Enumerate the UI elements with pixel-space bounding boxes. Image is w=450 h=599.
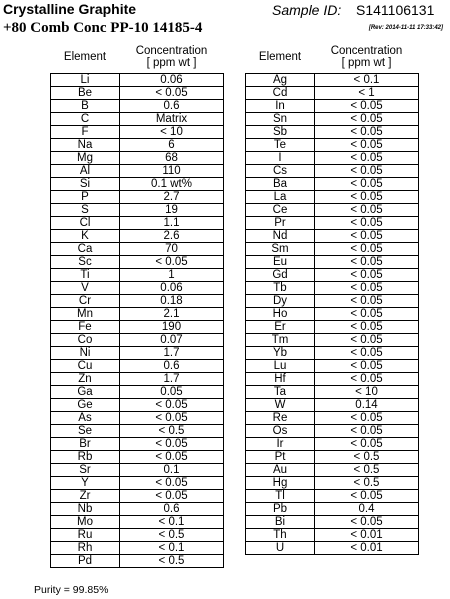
concentration-table-left <box>50 42 224 568</box>
element-cell: Mn <box>51 308 120 321</box>
concentration-cell: < 0.05 <box>120 412 224 425</box>
table-row <box>246 113 419 126</box>
table-row <box>246 399 419 412</box>
element-cell: Ga <box>51 386 120 399</box>
concentration-cell: < 0.5 <box>315 464 419 477</box>
table-row <box>246 347 419 360</box>
concentration-cell: < 0.1 <box>315 74 419 87</box>
table-row <box>51 87 224 100</box>
element-cell: Hg <box>246 477 315 490</box>
concentration-cell: < 0.05 <box>315 308 419 321</box>
concentration-cell: < 0.05 <box>120 399 224 412</box>
element-cell: B <box>51 100 120 113</box>
table-row <box>246 334 419 347</box>
table-row <box>51 542 224 555</box>
concentration-cell: < 0.05 <box>315 204 419 217</box>
concentration-cell: 0.06 <box>120 74 224 87</box>
table-row <box>246 165 419 178</box>
element-cell: Ho <box>246 308 315 321</box>
concentration-cell: < 0.05 <box>315 282 419 295</box>
element-header-label: Element <box>258 51 302 63</box>
table-row <box>246 438 419 451</box>
concentration-cell: < 0.05 <box>315 178 419 191</box>
table-row <box>246 256 419 269</box>
concentration-cell: < 10 <box>120 126 224 139</box>
concentration-cell: < 0.5 <box>120 555 224 568</box>
concentration-cell: 0.6 <box>120 100 224 113</box>
concentration-cell: < 0.05 <box>315 269 419 282</box>
table-row <box>51 217 224 230</box>
concentration-header-label: Concentration <box>330 45 403 57</box>
table-row <box>246 360 419 373</box>
element-cell: Zn <box>51 373 120 386</box>
table-row <box>51 113 224 126</box>
table-row <box>51 412 224 425</box>
concentration-cell: < 0.05 <box>120 256 224 269</box>
element-cell: Sb <box>246 126 315 139</box>
concentration-cell: < 10 <box>315 386 419 399</box>
table-row <box>51 464 224 477</box>
table-row <box>51 191 224 204</box>
purity-text: Purity = 99.85% <box>34 584 109 596</box>
concentration-cell: 1.1 <box>120 217 224 230</box>
table-row <box>51 555 224 568</box>
table-row <box>246 178 419 191</box>
concentration-cell: < 0.5 <box>315 477 419 490</box>
element-cell: Au <box>246 464 315 477</box>
concentration-cell: < 0.05 <box>315 230 419 243</box>
element-cell: Tl <box>246 490 315 503</box>
table-row <box>246 542 419 555</box>
element-cell: As <box>51 412 120 425</box>
table-header-row <box>51 42 224 74</box>
table-row <box>246 516 419 529</box>
element-cell: Pd <box>51 555 120 568</box>
table-row <box>246 412 419 425</box>
concentration-cell: < 0.05 <box>315 152 419 165</box>
concentration-cell: 0.07 <box>120 334 224 347</box>
concentration-cell: < 0.05 <box>120 438 224 451</box>
concentration-cell: 0.1 <box>120 464 224 477</box>
revision-stamp: [Rev: 2014-11-11 17:33:42] <box>368 25 443 31</box>
table-row <box>51 230 224 243</box>
table-row <box>51 321 224 334</box>
element-cell: Er <box>246 321 315 334</box>
concentration-cell: < 0.05 <box>315 425 419 438</box>
concentration-cell: < 0.05 <box>120 87 224 100</box>
table-row <box>51 308 224 321</box>
element-cell: V <box>51 282 120 295</box>
concentration-cell: < 0.5 <box>315 451 419 464</box>
element-cell: P <box>51 191 120 204</box>
element-cell: Tb <box>246 282 315 295</box>
element-cell: Ba <box>246 178 315 191</box>
report-title: Crystalline Graphite <box>3 1 137 17</box>
table-row <box>51 438 224 451</box>
table-row <box>246 243 419 256</box>
sample-id-label: Sample ID: <box>272 2 342 18</box>
concentration-cell: < 0.05 <box>315 516 419 529</box>
concentration-cell: 0.06 <box>120 282 224 295</box>
left-table-body <box>51 74 224 568</box>
table-header-row <box>246 42 419 74</box>
element-cell: Os <box>246 425 315 438</box>
table-row <box>51 516 224 529</box>
concentration-cell: < 0.05 <box>315 256 419 269</box>
table-row <box>51 373 224 386</box>
concentration-cell: 0.6 <box>120 360 224 373</box>
concentration-cell: 1.7 <box>120 347 224 360</box>
table-row <box>246 87 419 100</box>
concentration-cell: 1 <box>120 269 224 282</box>
table-row <box>246 204 419 217</box>
concentration-cell: < 0.05 <box>315 412 419 425</box>
concentration-cell: < 0.05 <box>120 477 224 490</box>
concentration-cell: 0.05 <box>120 386 224 399</box>
concentration-column-header <box>120 42 224 74</box>
element-cell: Rh <box>51 542 120 555</box>
table-row <box>246 191 419 204</box>
element-cell: Gd <box>246 269 315 282</box>
concentration-cell: 2.7 <box>120 191 224 204</box>
table-row <box>246 230 419 243</box>
element-cell: Na <box>51 139 120 152</box>
element-cell: Ni <box>51 347 120 360</box>
concentration-table-right <box>245 42 419 555</box>
concentration-cell: 110 <box>120 165 224 178</box>
table-row <box>246 386 419 399</box>
element-cell: Zr <box>51 490 120 503</box>
table-row <box>246 74 419 87</box>
table-row <box>246 425 419 438</box>
concentration-cell: < 0.1 <box>120 542 224 555</box>
element-cell: Y <box>51 477 120 490</box>
table-row <box>246 126 419 139</box>
element-cell: Yb <box>246 347 315 360</box>
element-cell: Nd <box>246 230 315 243</box>
unit-header-label: [ ppm wt ] <box>341 57 392 69</box>
element-cell: Cu <box>51 360 120 373</box>
element-cell: Cd <box>246 87 315 100</box>
element-cell: C <box>51 113 120 126</box>
concentration-cell: < 0.05 <box>315 217 419 230</box>
element-column-header <box>51 42 120 74</box>
concentration-column-header <box>315 42 419 74</box>
element-cell: La <box>246 191 315 204</box>
table-row <box>51 269 224 282</box>
table-row <box>246 217 419 230</box>
table-row <box>246 282 419 295</box>
concentration-cell: < 0.05 <box>315 360 419 373</box>
table-row <box>246 269 419 282</box>
table-row <box>51 503 224 516</box>
concentration-cell: < 0.01 <box>315 542 419 555</box>
element-cell: Hf <box>246 373 315 386</box>
element-cell: Li <box>51 74 120 87</box>
element-cell: Ir <box>246 438 315 451</box>
table-row <box>51 256 224 269</box>
concentration-cell: 2.6 <box>120 230 224 243</box>
table-row <box>51 399 224 412</box>
table-row <box>246 490 419 503</box>
element-cell: Re <box>246 412 315 425</box>
concentration-cell: Matrix <box>120 113 224 126</box>
concentration-cell: 0.4 <box>315 503 419 516</box>
report-subtitle: +80 Comb Conc PP-10 14185-4 <box>3 20 203 36</box>
table-row <box>51 243 224 256</box>
element-cell: Sm <box>246 243 315 256</box>
unit-header-label: [ ppm wt ] <box>146 57 197 69</box>
element-column-header <box>246 42 315 74</box>
element-cell: Co <box>51 334 120 347</box>
table-row <box>246 529 419 542</box>
element-cell: Ge <box>51 399 120 412</box>
concentration-cell: < 0.1 <box>120 516 224 529</box>
concentration-cell: < 0.05 <box>315 243 419 256</box>
element-cell: Br <box>51 438 120 451</box>
table-row <box>51 477 224 490</box>
concentration-cell: < 0.5 <box>120 425 224 438</box>
element-cell: I <box>246 152 315 165</box>
table-row <box>51 204 224 217</box>
table-row <box>51 282 224 295</box>
concentration-cell: 0.6 <box>120 503 224 516</box>
element-cell: In <box>246 100 315 113</box>
element-cell: K <box>51 230 120 243</box>
table-row <box>51 152 224 165</box>
right-table-body <box>246 74 419 555</box>
table-row <box>51 295 224 308</box>
element-cell: Fe <box>51 321 120 334</box>
element-cell: Sr <box>51 464 120 477</box>
table-row <box>51 178 224 191</box>
element-cell: S <box>51 204 120 217</box>
table-row <box>51 165 224 178</box>
concentration-cell: 68 <box>120 152 224 165</box>
element-cell: Nb <box>51 503 120 516</box>
element-cell: Mo <box>51 516 120 529</box>
table-row <box>51 347 224 360</box>
element-cell: W <box>246 399 315 412</box>
concentration-cell: 70 <box>120 243 224 256</box>
concentration-cell: < 1 <box>315 87 419 100</box>
element-cell: Se <box>51 425 120 438</box>
concentration-cell: 0.1 wt% <box>120 178 224 191</box>
concentration-cell: < 0.05 <box>315 191 419 204</box>
element-cell: Be <box>51 87 120 100</box>
table-row <box>51 490 224 503</box>
concentration-cell: 6 <box>120 139 224 152</box>
element-cell: Ce <box>246 204 315 217</box>
concentration-cell: 19 <box>120 204 224 217</box>
element-cell: Pr <box>246 217 315 230</box>
table-row <box>246 100 419 113</box>
table-row <box>51 74 224 87</box>
element-cell: Tm <box>246 334 315 347</box>
table-row <box>51 529 224 542</box>
table-row <box>246 464 419 477</box>
table-row <box>51 334 224 347</box>
concentration-cell: < 0.05 <box>120 490 224 503</box>
concentration-cell: 190 <box>120 321 224 334</box>
element-cell: Ta <box>246 386 315 399</box>
table-row <box>246 308 419 321</box>
table-row <box>246 321 419 334</box>
concentration-cell: < 0.05 <box>315 334 419 347</box>
table-row <box>51 386 224 399</box>
table-row <box>246 503 419 516</box>
element-header-label: Element <box>63 51 107 63</box>
element-cell: Ca <box>51 243 120 256</box>
element-cell: Ag <box>246 74 315 87</box>
table-row <box>51 425 224 438</box>
table-row <box>246 139 419 152</box>
element-cell: Pt <box>246 451 315 464</box>
element-cell: Ru <box>51 529 120 542</box>
concentration-cell: < 0.01 <box>315 529 419 542</box>
table-row <box>51 100 224 113</box>
concentration-header-label: Concentration <box>135 45 208 57</box>
sample-id-value: S141106131 <box>356 2 435 18</box>
concentration-cell: 2.1 <box>120 308 224 321</box>
concentration-cell: < 0.05 <box>315 373 419 386</box>
element-cell: Cr <box>51 295 120 308</box>
element-cell: Th <box>246 529 315 542</box>
concentration-cell: < 0.05 <box>120 451 224 464</box>
concentration-cell: < 0.05 <box>315 295 419 308</box>
table-row <box>246 477 419 490</box>
table-row <box>246 373 419 386</box>
element-cell: Lu <box>246 360 315 373</box>
element-cell: Rb <box>51 451 120 464</box>
concentration-cell: 1.7 <box>120 373 224 386</box>
element-cell: Pb <box>246 503 315 516</box>
element-cell: Al <box>51 165 120 178</box>
element-cell: F <box>51 126 120 139</box>
concentration-cell: < 0.05 <box>315 438 419 451</box>
concentration-cell: < 0.05 <box>315 126 419 139</box>
concentration-cell: 0.14 <box>315 399 419 412</box>
element-cell: U <box>246 542 315 555</box>
concentration-cell: < 0.05 <box>315 113 419 126</box>
concentration-cell: < 0.05 <box>315 321 419 334</box>
element-cell: Te <box>246 139 315 152</box>
concentration-cell: 0.18 <box>120 295 224 308</box>
table-row <box>51 360 224 373</box>
element-cell: Ti <box>51 269 120 282</box>
table-row <box>51 126 224 139</box>
element-cell: Si <box>51 178 120 191</box>
element-cell: Sc <box>51 256 120 269</box>
concentration-cell: < 0.5 <box>120 529 224 542</box>
element-cell: Mg <box>51 152 120 165</box>
table-row <box>246 451 419 464</box>
element-cell: Cl <box>51 217 120 230</box>
element-cell: Cs <box>246 165 315 178</box>
concentration-cell: < 0.05 <box>315 139 419 152</box>
concentration-cell: < 0.05 <box>315 165 419 178</box>
concentration-cell: < 0.05 <box>315 347 419 360</box>
table-row <box>246 295 419 308</box>
table-row <box>246 152 419 165</box>
table-row <box>51 451 224 464</box>
element-cell: Eu <box>246 256 315 269</box>
concentration-cell: < 0.05 <box>315 490 419 503</box>
element-cell: Bi <box>246 516 315 529</box>
table-row <box>51 139 224 152</box>
element-cell: Dy <box>246 295 315 308</box>
element-cell: Sn <box>246 113 315 126</box>
concentration-cell: < 0.05 <box>315 100 419 113</box>
